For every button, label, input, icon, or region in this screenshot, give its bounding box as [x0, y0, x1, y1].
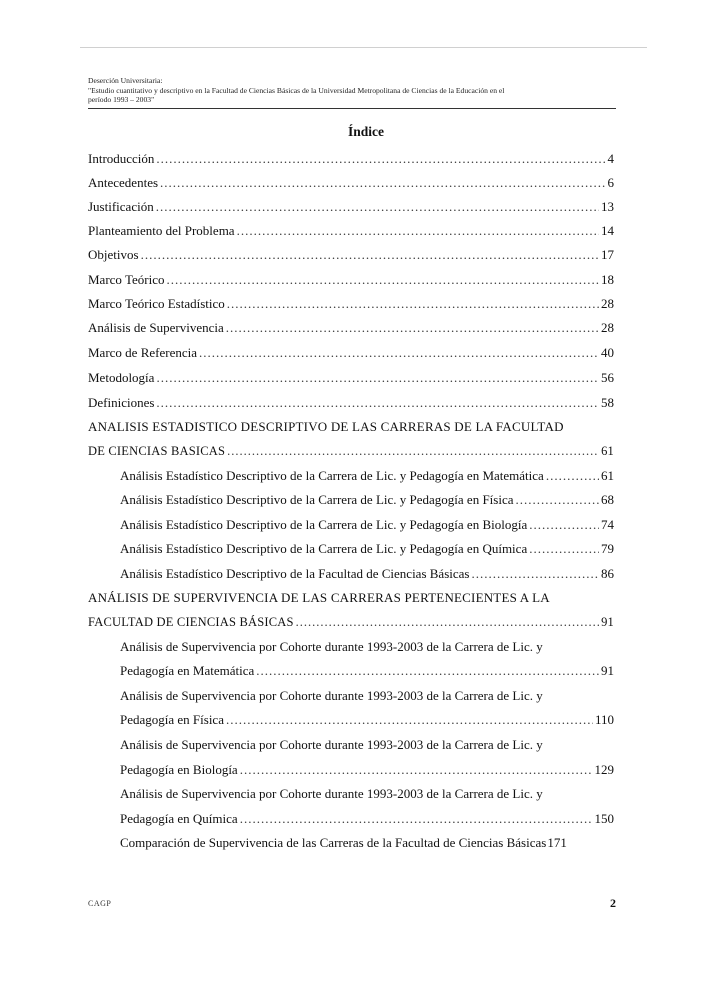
toc-entry-page: 6	[607, 175, 614, 190]
header-line-3: período 1993 – 2003"	[88, 95, 155, 104]
section-heading[interactable]	[88, 443, 614, 459]
leader-dots	[156, 199, 599, 215]
toc-entry[interactable]	[88, 370, 614, 386]
leader-dots	[546, 468, 599, 484]
leader-dots	[240, 762, 593, 778]
leader-dots	[156, 151, 605, 167]
toc-entry-label: Marco de Referencia	[88, 345, 197, 360]
leader-dots	[160, 175, 605, 191]
toc-entry[interactable]	[88, 272, 614, 288]
toc-subentry-label: Análisis Estadístico Descriptivo de la Carrera de Lic. y Pedagogía en Química	[120, 541, 528, 556]
toc-subentry[interactable]	[120, 811, 614, 827]
toc-entry-label: Marco Teórico	[88, 272, 165, 287]
leader-dots	[156, 395, 599, 411]
toc-entry-label: Marco Teórico Estadístico	[88, 296, 225, 311]
leader-dots	[199, 345, 599, 361]
section-heading-page: 61	[601, 444, 614, 458]
toc-entry[interactable]	[88, 247, 614, 263]
toc-subentry[interactable]	[120, 517, 614, 533]
page-title: Índice	[347, 124, 384, 139]
toc-subentry-page: 79	[601, 541, 614, 556]
toc-subentry-line[interactable]: Análisis de Supervivencia por Cohorte durante 1993-2003 de la Carrera de Lic. y	[120, 639, 543, 654]
toc-entry-label: Objetivos	[88, 247, 139, 262]
toc-subentry-page: 74	[601, 517, 614, 532]
toc-entry[interactable]	[88, 395, 614, 411]
toc-subentry[interactable]	[120, 762, 614, 778]
leader-dots	[226, 712, 593, 728]
leader-dots	[240, 811, 593, 827]
leader-dots	[256, 663, 599, 679]
toc-subentry-label: Pedagogía en Biología	[120, 762, 238, 777]
toc-subentry-page: 129	[594, 762, 614, 777]
toc-subentry-label: Pedagogía en Física	[120, 712, 224, 727]
toc-entry-label: Antecedentes	[88, 175, 159, 190]
toc-entry[interactable]	[88, 223, 614, 239]
page-number: 2	[610, 896, 616, 910]
toc-entry-label: Justificación	[88, 199, 154, 214]
toc-subentry-label: Pedagogía en Matemática	[120, 663, 255, 678]
toc-subentry-page: 110	[594, 712, 614, 727]
toc-subentry-page: 68	[601, 492, 614, 507]
toc-subentry[interactable]	[120, 468, 614, 484]
section-heading-page: 91	[601, 615, 614, 629]
footer-initials: CAGP	[88, 899, 112, 908]
section-heading-line[interactable]: ANALISIS ESTADISTICO DESCRIPTIVO DE LAS CARRERAS DE LA FACULTAD	[88, 419, 564, 434]
toc-entry-page: 58	[601, 395, 614, 410]
leader-dots	[296, 614, 599, 630]
toc-subentry[interactable]	[120, 566, 614, 582]
toc-subentry-page: 61	[601, 468, 614, 483]
leader-dots	[529, 517, 599, 533]
leader-dots	[227, 443, 599, 459]
toc-subentry-page: 150	[594, 811, 614, 826]
toc-entry-page: 28	[601, 320, 614, 335]
toc-subentry-page: 171	[547, 835, 567, 850]
toc-entry-page: 13	[601, 199, 614, 214]
toc-entry-page: 28	[601, 296, 614, 311]
toc-entry[interactable]	[88, 320, 614, 336]
toc-subentry-line[interactable]: Análisis de Supervivencia por Cohorte durante 1993-2003 de la Carrera de Lic. y	[120, 786, 543, 801]
leader-dots	[237, 223, 599, 239]
section-heading-line[interactable]: ANÁLISIS DE SUPERVIVENCIA DE LAS CARRERAS PERTENECIENTES A LA	[88, 590, 550, 605]
toc-entry[interactable]	[88, 151, 614, 167]
toc-subentry-label: Análisis Estadístico Descriptivo de la Carrera de Lic. y Pedagogía en Biología	[120, 517, 528, 532]
leader-dots	[141, 247, 599, 263]
section-heading[interactable]	[88, 614, 614, 630]
leader-dots	[516, 492, 600, 508]
toc-subentry[interactable]	[120, 712, 614, 728]
toc-entry-page: 40	[601, 345, 614, 360]
toc-entry[interactable]	[88, 296, 614, 312]
toc-subentry-line[interactable]: Análisis de Supervivencia por Cohorte durante 1993-2003 de la Carrera de Lic. y	[120, 737, 543, 752]
leader-dots	[226, 320, 599, 336]
toc-entry-label: Planteamiento del Problema	[88, 223, 235, 238]
toc-subentry-label: Comparación de Supervivencia de las Carreras de la Facultad de Ciencias Básicas	[120, 835, 547, 850]
toc-entry-page: 14	[601, 223, 614, 238]
toc-subentry[interactable]	[120, 492, 614, 508]
toc-entry-page: 4	[607, 151, 614, 166]
toc-subentry-line[interactable]: Análisis de Supervivencia por Cohorte durante 1993-2003 de la Carrera de Lic. y	[120, 688, 543, 703]
section-heading-label: DE CIENCIAS BASICAS	[88, 444, 226, 458]
leader-dots	[227, 296, 599, 312]
toc-entry[interactable]	[88, 175, 614, 191]
toc-entry[interactable]	[88, 199, 614, 215]
toc-subentry-page: 91	[601, 663, 614, 678]
toc-subentry-label: Análisis Estadístico Descriptivo de la Carrera de Lic. y Pedagogía en Matemática	[120, 468, 544, 483]
leader-dots	[529, 541, 599, 557]
toc-subentry-label: Análisis Estadístico Descriptivo de la Facultad de Ciencias Básicas	[120, 566, 470, 581]
toc-subentry[interactable]	[120, 541, 614, 557]
toc-entry[interactable]	[88, 345, 614, 361]
toc-entry-page: 17	[601, 247, 614, 262]
toc-entry-page: 56	[601, 370, 614, 385]
toc-subentry-label: Análisis Estadístico Descriptivo de la Carrera de Lic. y Pedagogía en Física	[120, 492, 514, 507]
toc-entry-label: Metodología	[88, 370, 155, 385]
section-heading-label: FACULTAD DE CIENCIAS BÁSICAS	[88, 615, 294, 629]
toc-subentry-page: 86	[601, 566, 614, 581]
toc-subentry[interactable]	[120, 663, 614, 679]
header-line-2: "Estudio cuantitativo y descriptivo en la Facultad de Ciencias Básicas de la Universidad Metropolitana de Ciencias de la Educación en el	[88, 85, 505, 95]
toc-entry-label: Análisis de Supervivencia	[88, 320, 224, 335]
leader-dots	[166, 272, 599, 288]
toc-entry-page: 18	[601, 272, 614, 287]
toc-entry-label: Introducción	[88, 151, 155, 166]
toc-entry-label: Definiciones	[88, 395, 155, 410]
toc-subentry[interactable]	[120, 835, 614, 851]
header-line-1: Deserción Universitaria:	[88, 76, 163, 85]
leader-dots	[471, 566, 599, 582]
toc-subentry-label: Pedagogía en Química	[120, 811, 238, 826]
leader-dots	[156, 370, 599, 386]
